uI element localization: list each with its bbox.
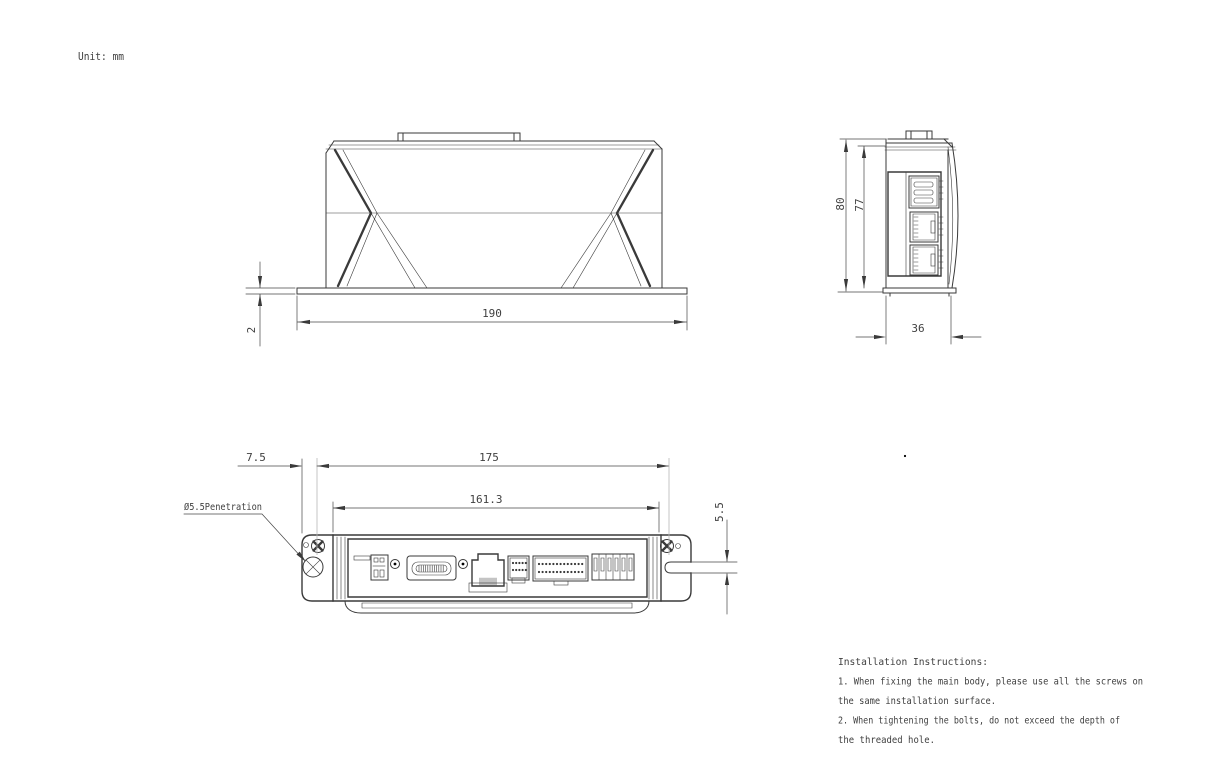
hole-callout-label: Ø5.5Penetration: [184, 502, 275, 513]
right-ear-features: [661, 540, 681, 553]
dim-hole-pitch-label: 175: [479, 451, 499, 464]
dim-depth-label: 36: [911, 322, 925, 335]
dim-height-outer-label: 80: [834, 197, 847, 211]
screw-right: [661, 540, 674, 553]
unit-label: Unit: mm: [78, 51, 124, 63]
notes-line-4: the threaded hole.: [838, 735, 935, 746]
connector-panel: [354, 554, 634, 592]
side-view-body: [883, 131, 958, 296]
screw-left: [312, 540, 325, 553]
side-view: [834, 131, 981, 344]
mdr-connector: [407, 556, 456, 580]
front-view-body: [297, 133, 687, 294]
notes-line-2: the same installation surface.: [838, 696, 996, 707]
side-view-dimensions: [834, 139, 981, 344]
dip-switch: [371, 555, 388, 580]
panel-screw-left: [391, 560, 400, 569]
panel-bar: [354, 556, 370, 560]
dim-edge-to-hole-label: 7.5: [246, 451, 266, 464]
front-view: [245, 133, 687, 346]
io-connector-26pin: [533, 556, 588, 585]
left-ear-features: [303, 540, 325, 578]
notes-line-1: 1. When fixing the main body, please use all the screws on: [838, 676, 1143, 688]
rj45-port: [469, 554, 507, 592]
bottom-view-dimensions: [184, 451, 737, 614]
panel-screw-right: [459, 560, 468, 569]
terminal-block: [592, 554, 634, 580]
pilot-hole-left: [304, 543, 309, 548]
dim-height-inner-label: 77: [853, 198, 866, 212]
dim-slot-width-label: 5.5: [713, 502, 726, 522]
stray-dot: [904, 455, 906, 457]
side-rj45-port-upper: [910, 212, 938, 242]
bottom-view: [184, 451, 737, 614]
installation-notes: [838, 657, 1143, 746]
dim-body-width-label: 161.3: [469, 493, 503, 506]
side-rj45-port-lower: [910, 245, 938, 275]
mount-hole-left: [303, 557, 323, 577]
hole-callout: [184, 501, 306, 562]
dim-width-label: 190: [482, 307, 502, 320]
notes-title: Installation Instructions:: [838, 657, 988, 668]
pilot-hole-right: [676, 544, 681, 549]
side-vent-connector: [909, 176, 939, 208]
notes-line-3: 2. When tightening the bolts, do not exceed the depth of: [838, 715, 1120, 727]
dim-base-thickness-label: 2: [245, 326, 258, 334]
front-view-dimensions: [245, 262, 687, 346]
io-header-small: [508, 556, 529, 583]
bottom-view-body: [302, 535, 691, 613]
